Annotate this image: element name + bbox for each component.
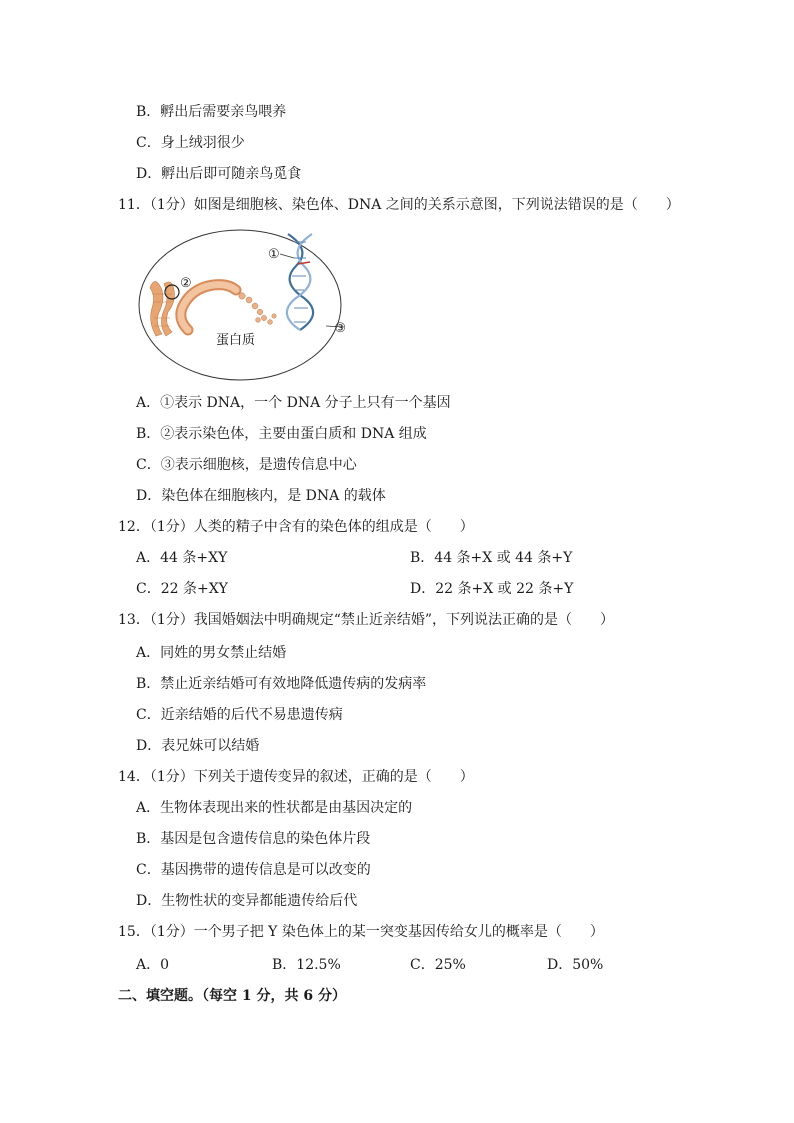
q14-option-b: B．基因是包含遗传信息的染色体片段	[136, 831, 371, 847]
leader-line-1	[280, 254, 294, 258]
question-15-stem: 15．（1分）一个男子把 Y 染色体上的某一突变基因传给女儿的概率是（ ）	[118, 924, 604, 940]
q13-option-a: A．同姓的男女禁止结婚	[136, 645, 287, 661]
q12-option-a: A．44 条+XY	[136, 550, 228, 566]
q11-option-b: B．②表示染色体，主要由蛋白质和 DNA 组成	[136, 426, 427, 442]
option-prev-d: D．孵出后即可随亲鸟觅食	[136, 166, 302, 182]
q12-option-d: D．22 条+X 或 22 条+Y	[410, 581, 574, 597]
figure-label-protein: 蛋白质	[216, 333, 256, 348]
q11-option-a: A．①表示 DNA，一个 DNA 分子上只有一个基因	[136, 395, 451, 411]
section-2-heading: 二、填空题。（每空 1 分，共 6 分）	[118, 988, 346, 1004]
question-13-stem: 13．（1分）我国婚姻法中明确规定“禁止近亲结婚”，下列说法正确的是（ ）	[118, 612, 615, 628]
chromosome-icon	[150, 281, 179, 336]
option-prev-c: C．身上绒羽很少	[136, 135, 245, 151]
figure-label-1: ①	[268, 247, 280, 262]
q14-option-a: A．生物体表现出来的性状都是由基因决定的	[136, 800, 413, 816]
question-11-stem: 11．（1分）如图是细胞核、染色体、DNA 之间的关系示意图，下列说法错误的是（ ）	[118, 197, 680, 213]
option-prev-b: B．孵出后需要亲鸟喂养	[136, 104, 287, 120]
q14-option-d: D．生物性状的变异都能遗传给后代	[136, 893, 358, 909]
q15-option-c: C．25%	[410, 957, 466, 973]
figure-label-2: ②	[180, 276, 192, 291]
question-14-stem: 14．（1分）下列关于遗传变异的叙述，正确的是（ ）	[118, 769, 474, 785]
q13-option-b: B．禁止近亲结婚可有效地降低遗传病的发病率	[136, 676, 427, 692]
q15-option-d: D．50%	[547, 957, 604, 973]
q13-option-c: C．近亲结婚的后代不易患遗传病	[136, 707, 343, 723]
q13-option-d: D．表兄妹可以结婚	[136, 738, 260, 754]
q14-option-c: C．基因携带的遗传信息是可以改变的	[136, 862, 371, 878]
figure-label-3: ③	[334, 321, 346, 336]
question-12-stem: 12．（1分）人类的精子中含有的染色体的组成是（ ）	[118, 519, 474, 535]
dna-helix-icon	[287, 234, 313, 330]
q12-option-c: C．22 条+XY	[136, 581, 228, 597]
q11-option-d: D．染色体在细胞核内，是 DNA 的载体	[136, 488, 386, 504]
q11-option-c: C．③表示细胞核，是遗传信息中心	[136, 457, 357, 473]
q15-option-a: A．0	[136, 957, 170, 973]
q12-option-b: B．44 条+X 或 44 条+Y	[410, 550, 573, 566]
q15-option-b: B．12.5%	[272, 957, 341, 973]
chromatin-coil-icon	[181, 285, 276, 330]
cell-nucleus-figure	[136, 226, 346, 384]
